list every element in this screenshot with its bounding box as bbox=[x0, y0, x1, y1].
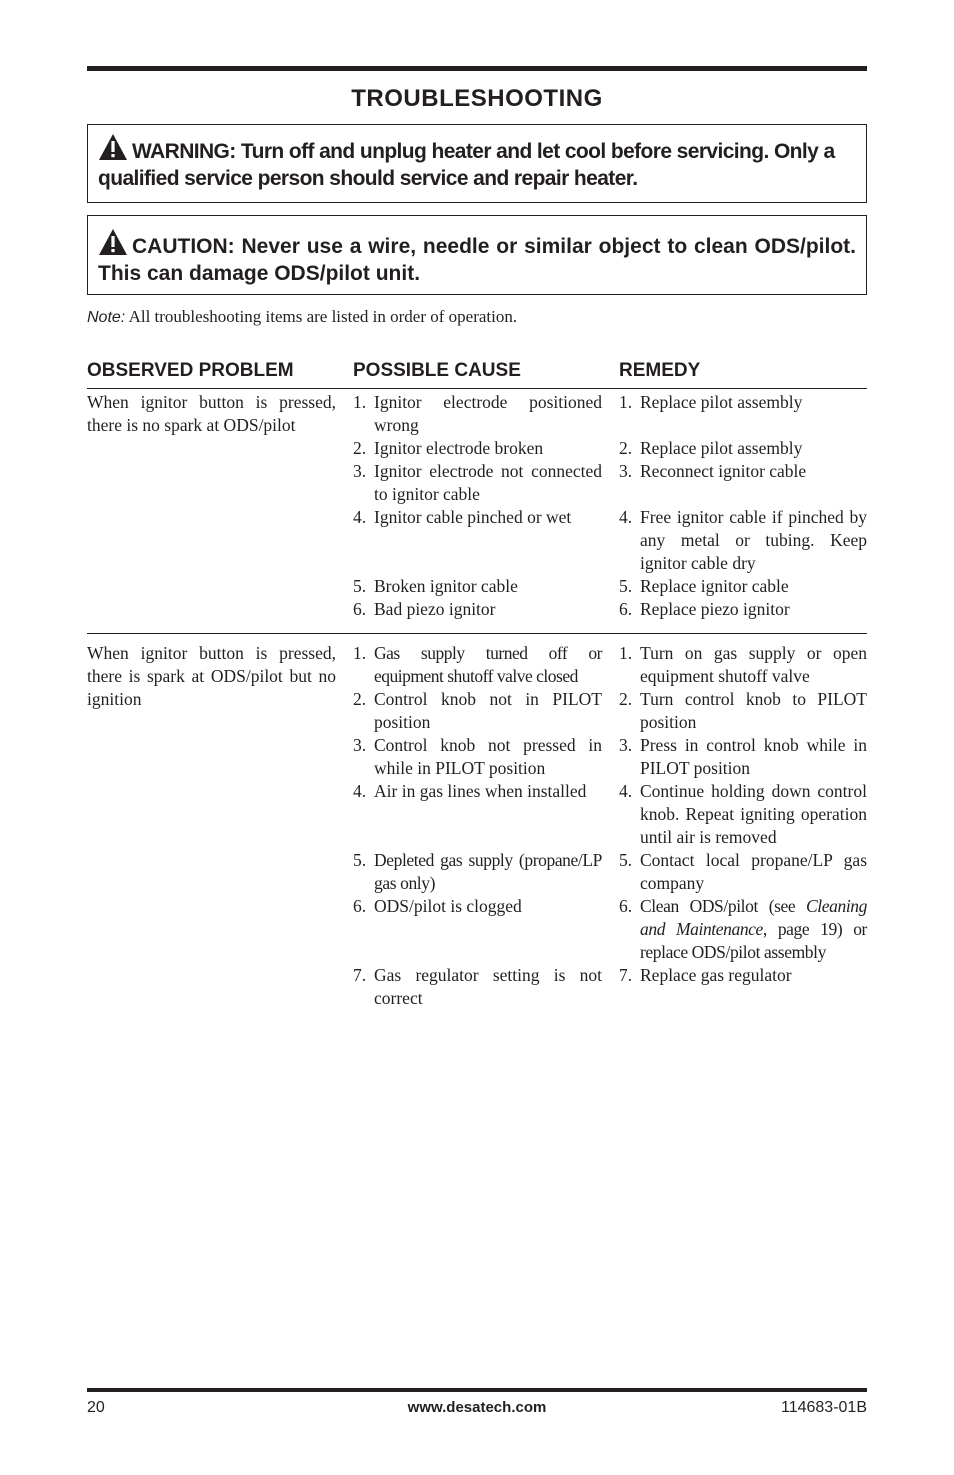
remedy-text: Free ignitor cable if pinched by any metal or tubing. Keep ignitor cable dry bbox=[640, 507, 867, 573]
header-possible-cause: POSSIBLE CAUSE bbox=[353, 360, 521, 381]
table-section bbox=[87, 389, 867, 634]
remedy-number: 1. bbox=[619, 643, 633, 663]
website-url: www.desatech.com bbox=[407, 1399, 547, 1416]
remedy-text: Replace pilot assembly bbox=[640, 392, 803, 412]
remedy-number: 5. bbox=[619, 576, 633, 596]
page-footer bbox=[87, 1388, 867, 1417]
warning-text: WARNING: Turn off and unplug heater and let cool before servicing. Only a qualified service person should service and repair heater. bbox=[98, 140, 835, 190]
remedy-text: Replace gas regulator bbox=[640, 965, 792, 985]
cause-remedy-list bbox=[353, 642, 867, 1010]
cause-number: 5. bbox=[353, 576, 367, 596]
remedy-text: Contact local propane/LP gas company bbox=[640, 850, 867, 893]
remedy-text: Reconnect ignitor cable bbox=[640, 461, 807, 481]
remedy-text: Continue holding down control knob. Repeat igniting operation until air is removed bbox=[640, 781, 867, 847]
remedy-text: Replace ignitor cable bbox=[640, 576, 789, 596]
remedy-text bbox=[640, 895, 867, 964]
cause-text: Control knob not in PILOT position bbox=[374, 689, 602, 732]
note-text: All troubleshooting items are listed in order of operation. bbox=[128, 307, 518, 326]
cause-number: 1. bbox=[353, 392, 367, 412]
observed-problem: When ignitor button is pressed, there is no spark at ODS/pilot bbox=[87, 392, 336, 435]
cause-number: 6. bbox=[353, 599, 367, 619]
cause-text: Control knob not pressed in while in PILOT position bbox=[374, 735, 602, 778]
table-row bbox=[353, 460, 867, 506]
caution-box bbox=[87, 215, 867, 295]
table-row bbox=[353, 598, 867, 621]
table-row bbox=[353, 506, 867, 575]
cause-number: 3. bbox=[353, 735, 367, 755]
cause-text: Broken ignitor cable bbox=[374, 576, 518, 596]
cause-text: Ignitor electrode not connected to ignitor cable bbox=[374, 461, 602, 504]
remedy-number: 4. bbox=[619, 781, 633, 801]
manual-page bbox=[87, 66, 867, 1010]
remedy-text: Turn on gas supply or open equipment shutoff valve bbox=[640, 643, 867, 686]
cause-number: 7. bbox=[353, 965, 367, 985]
warning-triangle-icon bbox=[98, 133, 128, 161]
observed-problem: When ignitor button is pressed, there is spark at ODS/pilot but no ignition bbox=[87, 643, 336, 709]
header-observed-problem: OBSERVED PROBLEM bbox=[87, 360, 294, 381]
cause-number: 4. bbox=[353, 507, 367, 527]
cause-number: 1. bbox=[353, 643, 367, 663]
cause-text: Ignitor electrode positioned wrong bbox=[374, 392, 602, 435]
document-code: 114683-01B bbox=[781, 1399, 867, 1416]
remedy-number: 6. bbox=[619, 896, 633, 916]
table-row bbox=[353, 688, 867, 734]
remedy-text-prefix: Clean ODS/pilot (see bbox=[640, 896, 807, 916]
page-title: TROUBLESHOOTING bbox=[351, 85, 603, 112]
cause-number: 6. bbox=[353, 896, 367, 916]
cause-text: Ignitor electrode broken bbox=[374, 438, 544, 458]
remedy-number: 4. bbox=[619, 507, 633, 527]
footer-rule bbox=[87, 1388, 867, 1392]
cause-text: Bad piezo ignitor bbox=[374, 599, 496, 619]
table-row bbox=[353, 391, 867, 437]
remedy-number: 2. bbox=[619, 689, 633, 709]
remedy-number: 3. bbox=[619, 461, 633, 481]
remedy-number: 7. bbox=[619, 965, 633, 985]
table-row bbox=[353, 895, 867, 964]
table-row bbox=[353, 437, 867, 460]
caution-text: CAUTION: Never use a wire, needle or similar object to clean ODS/pilot. This can damage ODS/pilot unit. bbox=[98, 235, 856, 285]
table-section bbox=[87, 634, 867, 1010]
remedy-number: 5. bbox=[619, 850, 633, 870]
cause-number: 2. bbox=[353, 438, 367, 458]
remedy-text-suffix: , page 19) or replace ODS/pilot assembly bbox=[640, 919, 867, 962]
remedy-text: Replace piezo ignitor bbox=[640, 599, 790, 619]
cause-number: 5. bbox=[353, 850, 367, 870]
table-row bbox=[353, 780, 867, 849]
cause-text: Ignitor cable pinched or wet bbox=[374, 507, 572, 527]
top-rule bbox=[87, 66, 867, 71]
remedy-text: Turn control knob to PILOT position bbox=[640, 689, 867, 732]
header-remedy: REMEDY bbox=[619, 360, 701, 381]
cause-text: Air in gas lines when installed bbox=[374, 781, 587, 801]
cause-number: 2. bbox=[353, 689, 367, 709]
remedy-number: 3. bbox=[619, 735, 633, 755]
cross-reference: Cleaning and Maintenance bbox=[640, 896, 867, 939]
cause-number: 3. bbox=[353, 461, 367, 481]
cause-text: ODS/pilot is clogged bbox=[374, 896, 522, 916]
cause-text: Depleted gas supply (propane/LP gas only) bbox=[374, 850, 602, 893]
table-row bbox=[353, 734, 867, 780]
note bbox=[87, 307, 867, 327]
cause-text: Gas supply turned off or equipment shutoff valve closed bbox=[374, 643, 602, 686]
table-header bbox=[87, 360, 867, 389]
remedy-number: 1. bbox=[619, 392, 633, 412]
remedy-number: 6. bbox=[619, 599, 633, 619]
table-row bbox=[353, 849, 867, 895]
note-label: Note: bbox=[87, 309, 126, 326]
cause-number: 4. bbox=[353, 781, 367, 801]
remedy-text: Replace pilot assembly bbox=[640, 438, 803, 458]
cause-text: Gas regulator setting is not correct bbox=[374, 965, 602, 1008]
table-row bbox=[353, 642, 867, 688]
remedy-text: Press in control knob while in PILOT position bbox=[640, 735, 867, 778]
remedy-number: 2. bbox=[619, 438, 633, 458]
table-row bbox=[353, 575, 867, 598]
page-number: 20 bbox=[87, 1399, 105, 1416]
warning-box bbox=[87, 124, 867, 203]
cause-remedy-list bbox=[353, 391, 867, 621]
caution-triangle-icon bbox=[98, 228, 128, 256]
table-row bbox=[353, 964, 867, 1010]
